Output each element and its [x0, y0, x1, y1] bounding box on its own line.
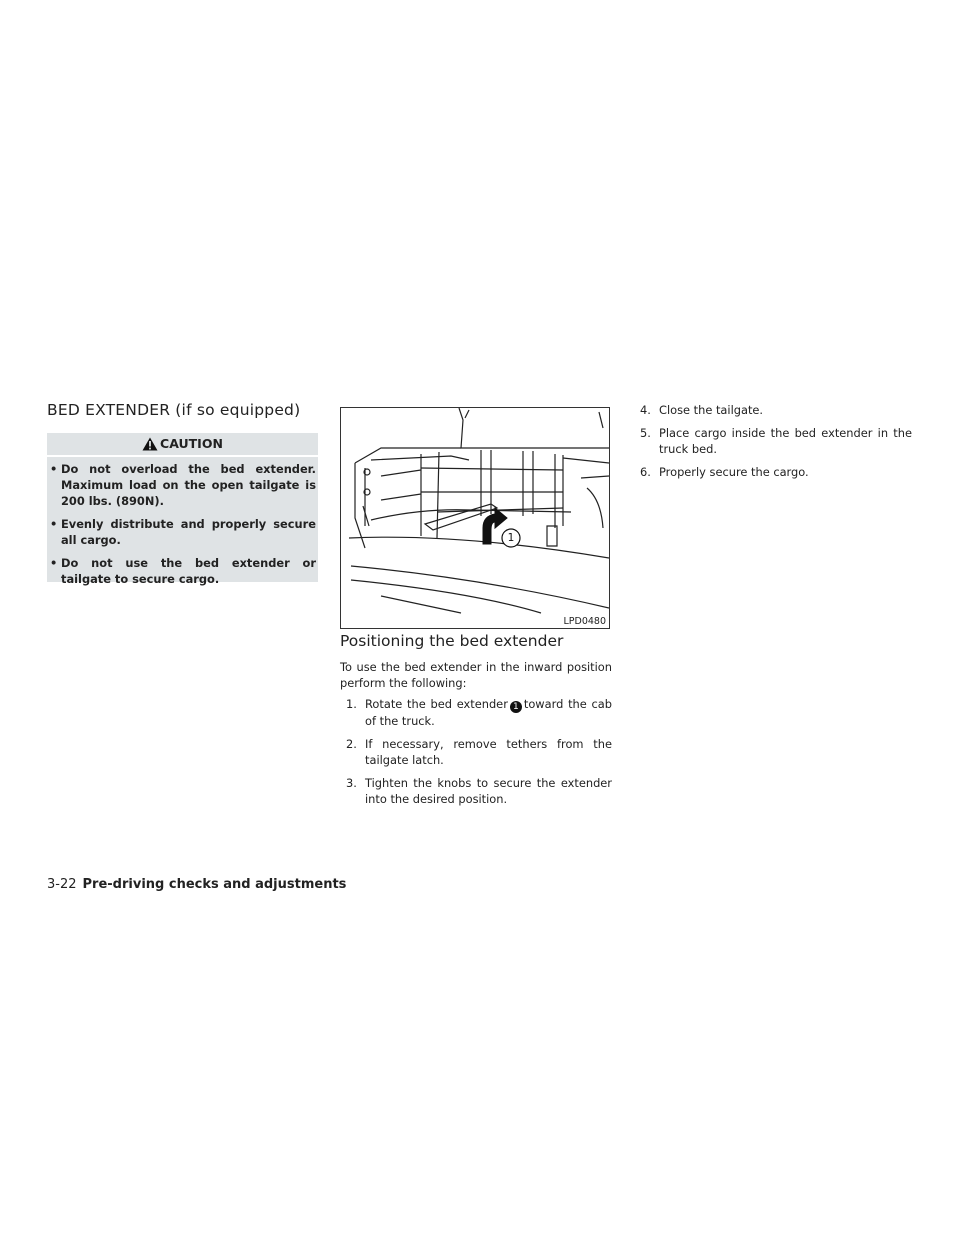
caution-item: • Evenly distribute and properly secure all cargo. — [50, 517, 316, 547]
caution-item: • Do not overload the bed extender. Maximum load on the open tailgate is 200 lbs. (890N). — [50, 462, 316, 508]
caution-box — [47, 433, 318, 586]
chapter-title: Pre-driving checks and adjustments — [82, 877, 347, 892]
figure-callout-label: 1 — [507, 532, 515, 544]
bed-extender-illustration — [340, 407, 610, 629]
step-item: 2. If necessary, remove tethers from the tailgate latch. — [346, 737, 612, 767]
step-item: 4. Close the tailgate. — [640, 403, 764, 417]
step-item: 1. Rotate the bed extender 1 toward the cab of the truck. — [346, 697, 612, 728]
caution-label: CAUTION — [160, 436, 223, 451]
truck-bed-drawing — [341, 408, 609, 628]
intro-paragraph: To use the bed extender in the inward position perform the following: — [340, 660, 612, 690]
figure-code: LPD0480 — [563, 616, 606, 627]
subsection-title: Positioning the bed extender — [340, 632, 564, 650]
step-item: 5. Place cargo inside the bed extender in the truck bed. — [640, 426, 912, 456]
caution-item: • Do not use the bed extender or tailgate to secure cargo. — [50, 556, 316, 586]
page-number: 3-22 — [47, 877, 77, 892]
step-item: 6. Properly secure the cargo. — [640, 465, 809, 479]
caution-divider — [47, 455, 318, 457]
caution-header — [47, 433, 318, 455]
caution-list — [47, 461, 318, 594]
callout-marker: 1 — [510, 701, 522, 713]
steps-list-right — [640, 402, 912, 487]
steps-list-left — [340, 696, 612, 814]
section-title: BED EXTENDER (if so equipped) — [47, 401, 301, 419]
step-item: 3. Tighten the knobs to secure the extender into the desired position. — [346, 776, 612, 806]
page-footer — [47, 877, 346, 892]
